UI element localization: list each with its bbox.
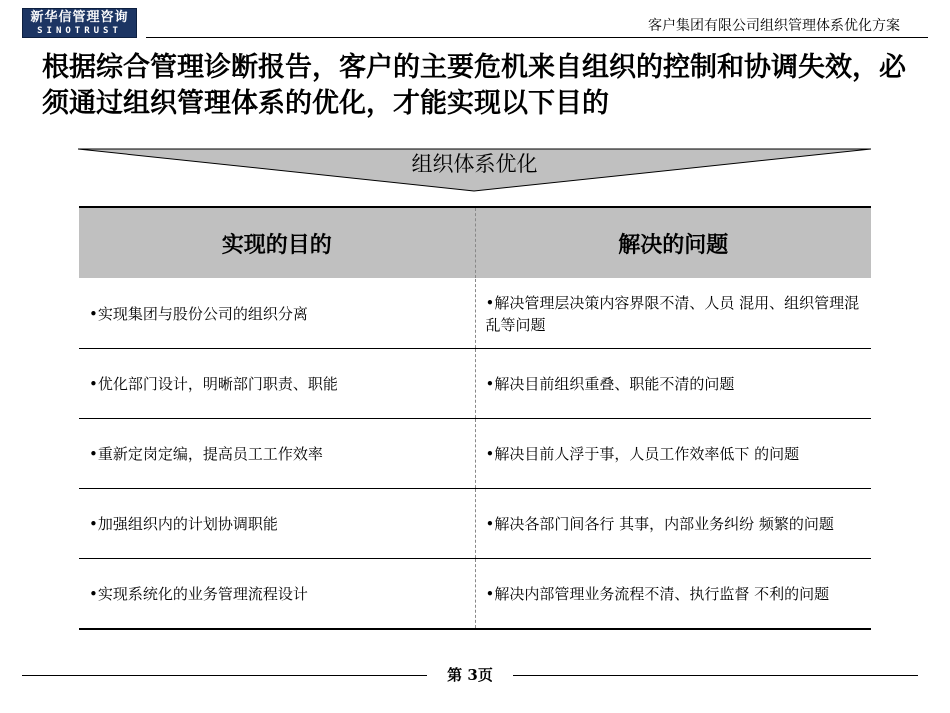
problem-cell: •解决目前人浮于事，人员工作效率低下 的问题 bbox=[475, 419, 871, 489]
document-title: 客户集团有限公司组织管理体系优化方案 bbox=[648, 18, 900, 34]
header-divider bbox=[146, 37, 928, 38]
header-problem: 解决的问题 bbox=[475, 207, 871, 279]
goal-cell: •优化部门设计，明晰部门职责、职能 bbox=[79, 349, 475, 419]
goal-cell: •重新定岗定编，提高员工工作效率 bbox=[79, 419, 475, 489]
header-goal: 实现的目的 bbox=[79, 207, 475, 279]
goal-cell: •实现集团与股份公司的组织分离 bbox=[79, 279, 475, 349]
company-logo bbox=[22, 8, 137, 38]
table-row bbox=[79, 419, 871, 489]
problem-cell: •解决各部门间各行 其事，内部业务纠纷 频繁的问题 bbox=[475, 489, 871, 559]
footer-divider-left bbox=[22, 675, 427, 676]
optimization-table bbox=[79, 206, 871, 630]
table-row bbox=[79, 559, 871, 630]
problem-cell: •解决管理层决策内容界限不清、人员 混用、组织管理混乱等问题 bbox=[475, 279, 871, 349]
table-row bbox=[79, 279, 871, 349]
goal-cell: •实现系统化的业务管理流程设计 bbox=[79, 559, 475, 630]
page-number: 第 3页 bbox=[447, 666, 493, 684]
problem-cell: •解决目前组织重叠、职能不清的问题 bbox=[475, 349, 871, 419]
logo-en-text: SINOTRUST bbox=[37, 26, 122, 36]
table-row bbox=[79, 349, 871, 419]
problem-cell: •解决内部管理业务流程不清、执行监督 不利的问题 bbox=[475, 559, 871, 630]
banner-label: 组织体系优化 bbox=[411, 152, 538, 176]
footer-divider-right bbox=[513, 675, 918, 676]
slide-headline: 根据综合管理诊断报告，客户的主要危机来自组织的控制和协调失效，必须通过组织管理体系的优化，才能实现以下目的 bbox=[42, 52, 906, 119]
goal-cell: •加强组织内的计划协调职能 bbox=[79, 489, 475, 559]
table-header-row bbox=[79, 207, 871, 279]
logo-cn-text: 新华信管理咨询 bbox=[30, 10, 129, 25]
section-banner bbox=[78, 148, 871, 192]
table-row bbox=[79, 489, 871, 559]
